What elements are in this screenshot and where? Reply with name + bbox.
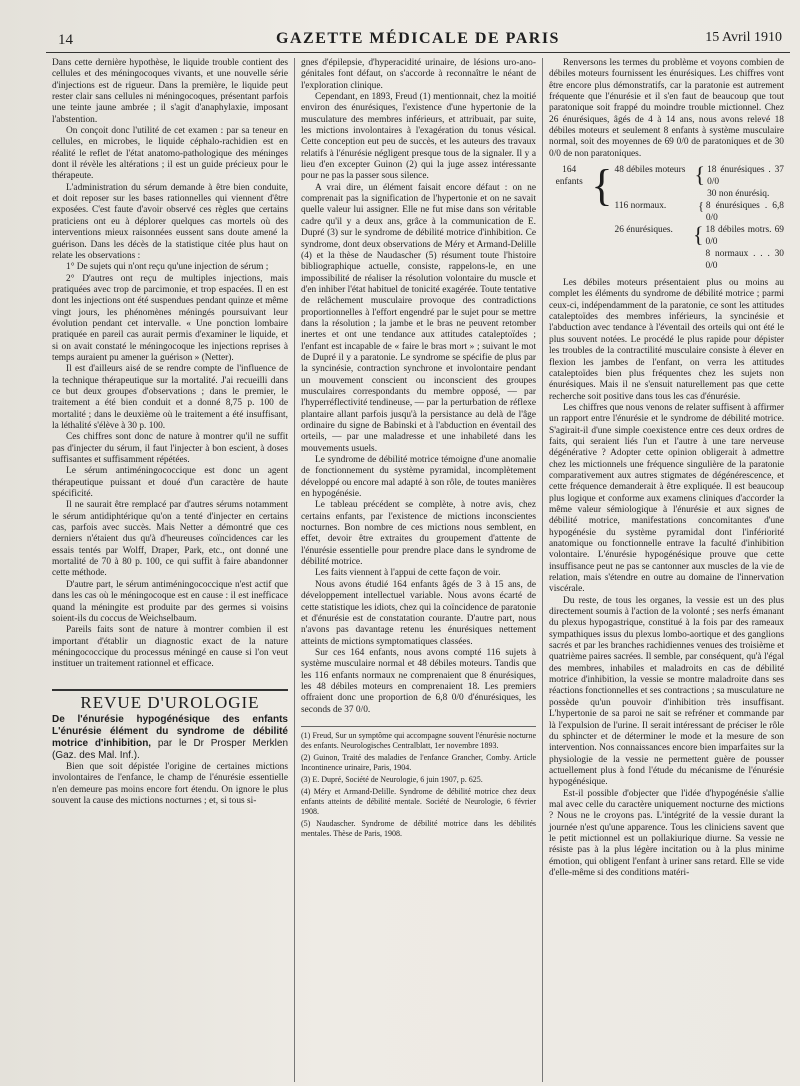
issue-date: 15 Avril 1910 <box>705 30 782 45</box>
footnote: (1) Freud, Sur un symptôme qui accompagne souvent l'énurésie nocturne des enfants. Neurologisches Centralblatt, 1er novembre 1893. <box>301 730 536 750</box>
page-number: 14 <box>58 32 73 48</box>
brace-symbol: { <box>698 199 704 214</box>
brace-symbol: { <box>692 222 704 248</box>
article-title <box>52 714 288 762</box>
footnote: (2) Guinon, Traité des maladies de l'enfance Grancher, Comby. Article Incontinence urinaire, Paris, 1904. <box>301 752 536 772</box>
paragraph: Les chiffres que nous venons de relater suffisent à affirmer un rapport entre l'énurésie et le syndrome de débilité motrice. S'agirait-il d'une simple coexistence entre ces deux ordres de faits, qui seraient liés l'un et l'autre à une tare nerveuse dégénérative ? Adopter cette opinion obligerait à admettre chez les mictionnels une fréquence singulière de la paratonie comparativement aux autres stigmates de dégénérescence, et cette fréquence demanderait à être expliquée. Il est beaucoup plus logique et conforme aux examens cliniques d'accorder la même valeur sémiologique à l'énurésie et aux signes de débilité motrice, manifestations concomitantes d'une hypogénésie du système pyramidal dont l'infériorité anatomique ou fonctionnelle entrave la faculté d'inhibition volontaire. L'énurésie hypogénésique prouve que cette insuffisance peut ne pas se cantonner aux muscles de la vie de relation, mais s'étendre en outre au domaine de l'innervation viscérale. <box>549 402 784 595</box>
paragraph: Dans cette dernière hypothèse, le liquide trouble contient des cellules et des méningocoques vivants, et une nouvelle série d'injections est de rigueur. Dans la première, le liquide peut rester clair sans cellules ni méningocoques, présentant parfois une teinte jaune ambrée ; il s'agit d'anaphylaxie, imposant l'abstention. <box>52 58 288 125</box>
column-3 <box>542 58 790 1082</box>
page-header <box>46 0 790 48</box>
paragraph: Renversons les termes du problème et voyons combien de débiles moteurs fournissent les énurésiques. Les chiffres vont être encore plus démonstratifs, car la paratonie est autrement fréquente que l'énurésie et il s'en faut de beaucoup que tout paratonique soit frappé du moindre trouble mictionnel. Chez 26 énurésiques, âgés de 4 à 14 ans, nous avons relevé 18 débiles moteurs et seulement 8 enfants à système musculaire normal, soit des moyennes de 69 0/0 de paratoniques et de 30 0/0 de non paratoniques. <box>549 58 784 159</box>
group-item: 8 énurésiques . 6,8 0/0 <box>705 201 784 224</box>
section-title: REVUE D'UROLOGIE <box>80 692 260 712</box>
statistics-total <box>549 164 589 188</box>
paragraph: D'autre part, le sérum antiméningococcique n'est actif que dans les cas où le méningocoque est en cause : il est inefficace quand la méningite est produite par des germes si voisins soient-ils du coccus de Weichselbaum. <box>52 579 288 624</box>
section-heading <box>52 689 288 712</box>
statistics-group <box>615 164 784 200</box>
group-item: 8 normaux . . . 30 0/0 <box>705 249 784 272</box>
group-item: 18 énurésiques . 37 0/0 <box>707 165 784 188</box>
column-2 <box>294 58 542 1082</box>
column-1 <box>46 58 294 1082</box>
paragraph: L'administration du sérum demande à être bien conduite, et doit reposer sur les bases rationnelles qui viennent d'être exposées. C'est faute d'avoir observé ces règles que certains praticiens ont eu à déplorer quelques cas mortels où des interventions mieux raisonnées eussent sans doute amené la guérison. Dans les décès de la statistique citée plus haut on relate les observations : <box>52 182 288 261</box>
statistics-groups <box>615 164 784 272</box>
footnote: (4) Méry et Armand-Delille. Syndrome de débilité motrice chez deux enfants atteints de débilité mentale. Société de Neurologie, 6 février 1908. <box>301 786 536 816</box>
paragraph: Du reste, de tous les organes, la vessie est un des plus directement soumis à l'action de la volonté ; ses nerfs émanant du plexus hypogastrique, constitué à la fois par des rameaux sympathiques issus du plexus lombo-aortique et des ganglions sacrés et par les branches rachidiennes venues des troisième et quatrième paires sacrées. Il semble, par conséquent, qu'à l'égal des membres, inhabiles et maladroits en cas de débilité motrice d'inhibition, la vessie se montre maladroite dans ses réactions fonctionnelles et ses contractions ; sa musculature ne possède qu'un pouvoir d'inhibition très insuffisant. L'hypertonie de sa paroi ne sait se refréner et commande par là l'expulsion de l'urine. Il serait intéressant de préciser le rôle du sphincter et de déterminer le mode et la mesure de son intervention. Nos connaissances encore bien imparfaites sur la physiologie de la vessie ne permettent guère de pousser actuellement plus à fond l'étude du mécanisme de l'énurésie hypogénésique. <box>549 595 784 788</box>
group-item: 30 non énurésiq. <box>707 189 770 200</box>
article-author: par le Dr Prosper Merklen (Gaz. des Mal. Inf.). <box>52 737 289 761</box>
group-label: 116 normaux. <box>614 201 667 212</box>
group-items <box>706 200 784 224</box>
paragraph: Nous avons étudié 164 enfants âgés de 3 à 15 ans, de développement intellectuel variable. Nous avons écarté de cette statistique les idiots, chez qui la coïncidence de paratonie et d'énurésie est de constatation courante. D'autre part, nous n'avons pas davantage retenu les énurésiques nettement atteints de mictions symptomatiques classées. <box>301 579 536 647</box>
paragraph: Les faits viennent à l'appui de cette façon de voir. <box>315 568 501 579</box>
paragraph: Il est d'ailleurs aisé de se rendre compte de l'influence de la technique thérapeutique sur la mortalité. J'ai recueilli dans ce but deux groupes d'observations ; dans le premier, le traitement a été bien conduit et a donné 8,75 p. 100 de mortalité ; dans le deuxième où le traitement a été insuffisant, la léthalité s'élève à 30 p. 100. <box>52 364 288 431</box>
footnote: (3) E. Dupré, Société de Neurologie, 6 juin 1907, p. 625. <box>301 774 483 784</box>
group-label: 48 débiles moteurs <box>614 165 686 176</box>
group-item: 18 débiles motrs. 69 0/0 <box>705 225 784 248</box>
paragraph: On conçoit donc l'utilité de cet examen : par sa teneur en cellules, en microbes, le liquide céphalo-rachidien est en réalité le reflet de l'état anatomo-pathologique des méninges dont il révèle les altérations ; il est un guide précieux pour le thérapeute. <box>52 126 288 182</box>
text-columns <box>46 58 790 1082</box>
paragraph: Cependant, en 1893, Freud (1) mentionnait, chez la moitié environ des énurésiques, l'existence d'une hypertonie de la musculature des membres inférieurs, et attribuait, par suite, les mictions involontaires à l'exagération du tonus vésical. Cette conception eut peu de succès, et les auteurs des travaux relatifs à l'énurésie négligent presque tous de la signaler. Il y a lieu d'en excepter Guinon (2) qui la juge assez intéressante pour ne pas la passer sous silence. <box>301 92 536 182</box>
journal-title: GAZETTE MÉDICALE DE PARIS <box>276 30 560 47</box>
group-items <box>706 224 784 272</box>
paragraph: Pareils faits sont de nature à montrer combien il est important d'établir un diagnostic exact de la nature méningococcique du processus méningé en cause si l'on veut instituer un traitement rationnel et efficace. <box>52 625 288 670</box>
paragraph: Ces chiffres sont donc de nature à montrer qu'il ne suffit pas d'injecter du sérum, il faut l'injecter à bon escient, à doses suffisantes et suffisamment répétées. <box>52 432 288 466</box>
group-items <box>707 164 784 200</box>
paragraph: A vrai dire, un élément faisait encore défaut : on ne comprenait pas la signification de l'hypertonie et on ne savait quelle valeur lui assigner. Elle ne fut mise dans son véritable cadre qu'il y a deux ans, grâce à la communication de E. Dupré (3) sur le syndrome de débilité motrice d'inhibition. Ce syndrome, dont deux observations de Méry et Armand-Delille (4) et la thèse de Naudascher (5) résument toute l'histoire bibliographique actuelle, consiste, rappelons-le, en une impossibilité de réaliser la résolution volontaire du muscle et d'en inhiber l'état habituel de tonicité exagérée. Toute tentative de relâchement musculaire provoque des contradictions proportionnelles à l'effort engendré par le sujet pour se mettre dans la résolution ; la jambe et le bras ne peuvent retomber inertes et ont une tendance aux attitudes cataleptoïdes ; l'enfant est incapable de « faire le bras mort » ; suivant le mot de Dupré il y a paratonie. Le syndrome se spécifie de plus par la syncinésie, contraction synchrone et involontaire pendant un mouvement conscient ou inconscient des groupes musculaires correspondants du membre opposé, — par l'hyperréflectivité tendineuse, — par la perturbation de réflexe plantaire allant parfois jusqu'à la persistance au delà de l'âge ordinaire du signe de Babinski et à l'abduction en éventail des orteils, — par une maladresse et une inhabileté dans les mouvements usuels. <box>301 182 536 454</box>
paragraph: Le tableau précédent se complète, à notre avis, chez certains enfants, par l'existence de mictions inconscientes nocturnes. Bon nombre de ces mictions nous semblent, en effet, devoir être extraites du groupement d'attente de l'énurésie essentielle pour prendre place dans le syndrome de débilité motrice. <box>301 500 536 568</box>
statistics-group <box>615 224 784 272</box>
statistics-table <box>549 161 784 272</box>
brace-symbol: { <box>694 162 706 188</box>
paragraph: Les débiles moteurs présentaient plus ou moins au complet les éléments du syndrome de débilité motrice ; parmi ceux-ci, indépendamment de la paratonie, ce sont les attitudes cataleptoïdes des membres inférieurs, la syncinésie et l'abduction avec tendance à l'éventail des orteils qui ont été le plus souvent notées. Le procédé le plus rapide pour dépister les troubles de la contractilité musculaire consiste à élever en flexion les jambes de l'enfant, on verra les attitudes cataleptoïdes bien plus fréquentes chez les sujets non énurésiques. Mais il ne s'ensuit naturellement pas que cette recherche soit positive dans tous les cas d'énurésie. <box>549 278 784 402</box>
statistics-row <box>549 161 784 272</box>
paragraph: Est-il possible d'objecter que l'idée d'hypogénésie s'allie mal avec celle du caractère uniquement nocturne des mictions ? Nous ne le croyons pas. L'intégrité de la vessie durant la journée n'est qu'une apparence. Tous les cliniciens savent que le petit mictionnel est un pollakiurique diurne. Sa vessie ne résiste pas à la plus légère incitation ou à la plus minime émotion, qui obligent l'enfant à uriner sans retard. Elle se vide d'elle-même si des conditions matéri- <box>549 788 784 878</box>
footnotes <box>301 726 536 839</box>
paragraph: gnes d'épilepsie, d'hyperacidité urinaire, de lésions uro-ano-génitales font défaut, on s'accorde à reconnaître le néant de l'exploration clinique. <box>301 58 536 91</box>
paragraph: Le syndrome de débilité motrice témoigne d'une anomalie de fonctionnement du système pyramidal, incomplètement développé ou encore mal adapté à son rôle, de toutes manières en hypogénésie. <box>301 455 536 500</box>
paragraph: Il ne saurait être remplacé par d'autres sérums notamment le sérum antidiphtérique qu'on a tenté d'injecter en certains cas, parfois avec succès. Mais Netter a démontré que ces derniers n'étaient dus qu'à d'heureuses coïncidences car les essais tentés par Wolff, Draper, Park, etc., ont donné une mortalité de 70 à 80 p. 100, ce qui suffit à faire abandonner cette méthode. <box>52 500 288 579</box>
paragraph: 1° De sujets qui n'ont reçu qu'une injection de sérum ; <box>66 262 269 273</box>
paragraph: Bien que soit dépistée l'origine de certaines mictions involontaires de l'enfance, le champ de l'énurésie essentielle n'en demeure pas moins encore fort étendu. On ignore le plus souvent la cause des mictions nocturnes ; et, si tous si- <box>52 761 288 806</box>
total-number: 164 <box>562 165 577 176</box>
article-title-text: De l'énurésie hypogénésique des enfants L'énurésie élément du syndrome de débilité motrice d'inhibition, <box>52 713 288 749</box>
statistics-group <box>615 200 784 224</box>
header-rule <box>46 52 790 53</box>
paragraph: 2° D'autres ont reçu de multiples injections, mais pratiquées avec trop de parcimonie, et trop espacées. Il en est dont les injections ont été suspendues pendant quinze et même vingt jours, les phénomènes méningés poursuivant leur évolution pendant cet intervalle. « Une ponction lombaire pratiquée en pareil cas aurait permis d'examiner le liquide, et si on avait constaté le méningocoque les injections reprises à temps auraient pu amener la guérison » (Netter). <box>52 273 288 363</box>
paragraph: Sur ces 164 enfants, nous avons compté 116 sujets à système musculaire normal et 48 débiles moteurs. Tandis que les 116 enfants normaux ne comprenaient que 8 énurésiques, les 48 débiles moteurs en comprenaient 18. Les premiers offraient donc une proportion de 6,8 0/0 d'énurésiques, les seconds de 37 0/0. <box>301 647 536 715</box>
footnote: (5) Naudascher. Syndrome de débilité motrice dans les débilités mentales. Thèse de Paris, 1908. <box>301 818 536 838</box>
total-label: enfants <box>555 177 583 188</box>
paragraph: Le sérum antiméningococcique est donc un agent thérapeutique puissant et doué d'un caractère de haute spécificité. <box>52 466 288 500</box>
group-label: 26 énurésiques. <box>614 225 673 236</box>
brace-symbol: { <box>591 161 613 211</box>
